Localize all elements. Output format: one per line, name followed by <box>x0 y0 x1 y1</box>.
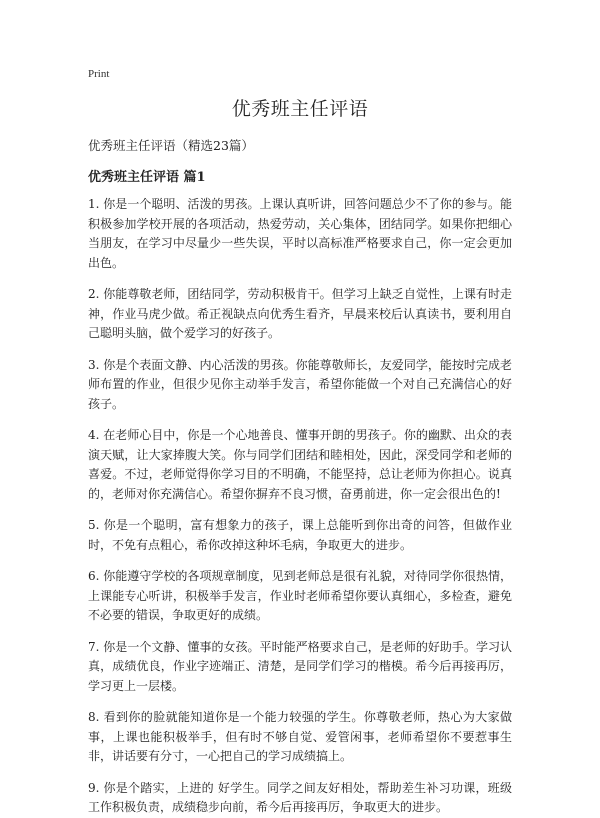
paragraph-5: 5. 你是一个聪明，富有想象力的孩子，课上总能听到你出奇的问答，但做作业时，不免有点粗心，希你改掉这种坏毛病，争取更大的进步。 <box>88 518 512 552</box>
document-subtitle: 优秀班主任评语（精选23篇） <box>88 138 254 153</box>
paragraph-8: 8. 看到你的脸就能知道你是一个能力较强的学生。你尊敬老师，热心为大家做事，上课也能积极举手，但有时不够自觉、爱管闲事，老师希望你不要惹事生非，讲话要有分寸，一心把自己的学习成绩搞上。 <box>88 710 512 763</box>
paragraph-2: 2. 你能尊敬老师，团结同学，劳动积极肯干。但学习上缺乏自觉性，上课有时走神，作业马虎少做。希正视缺点向优秀生看齐，早晨来校后认真读书，要利用自己聪明头脑，做个爱学习的好孩子。 <box>88 287 512 340</box>
paragraph-6: 6. 你能遵守学校的各项规章制度，见到老师总是很有礼貌，对待同学你很热情，上课能专心听讲，积极举手发言，作业时老师希望你要认真细心，多检查，避免不必要的错误，争取更好的成绩。 <box>88 569 512 622</box>
paragraph-7: 7. 你是一个文静、懂事的女孩。平时能严格要求自己，是老师的好助手。学习认真，成绩优良，作业字迹端正、清楚，是同学们学习的楷模。希今后再接再厉，学习更上一层楼。 <box>88 639 512 693</box>
paragraph-9: 9. 你是个踏实，上进的 好学生。同学之间友好相处，帮助差生补习功课，班级工作积极负责，成绩稳步向前，希今后再接再厉，争取更大的进步。 <box>88 780 512 814</box>
paragraph-4: 4. 在老师心目中，你是一个心地善良、懂事开朗的男孩子。你的幽默、出众的表演天赋，让大家捧腹大笑。你与同学们团结和睦相处，因此，深受同学和老师的喜爱。不过，老师觉得你学习目的不明确，不能坚持，总让老师为你担心。说真的，老师对你充满信心。希望你摒弃不良习惯，奋勇前进，你一定会很出色的! <box>88 428 512 501</box>
document-title: 优秀班主任评语 <box>231 98 369 120</box>
print-link[interactable]: Print <box>88 68 110 80</box>
paragraph-1: 1. 你是一个聪明、活泼的男孩。上课认真听讲，回答问题总少不了你的参与。能积极参加学校开展的各项活动，热爱劳动，关心集体，团结同学。如果你把细心当朋友，在学习中尽量少一些失误，平时以高标准严格要求自己，你一定会更加出色。 <box>88 197 512 270</box>
section-heading: 优秀班主任评语 篇1 <box>88 170 206 185</box>
paragraph-3: 3. 你是个表面文静、内心活泼的男孩。你能尊敬师长，友爱同学，能按时完成老师布置的作业，但很少见你主动举手发言，希望你能做一个对自己充满信心的好孩子。 <box>88 357 512 411</box>
